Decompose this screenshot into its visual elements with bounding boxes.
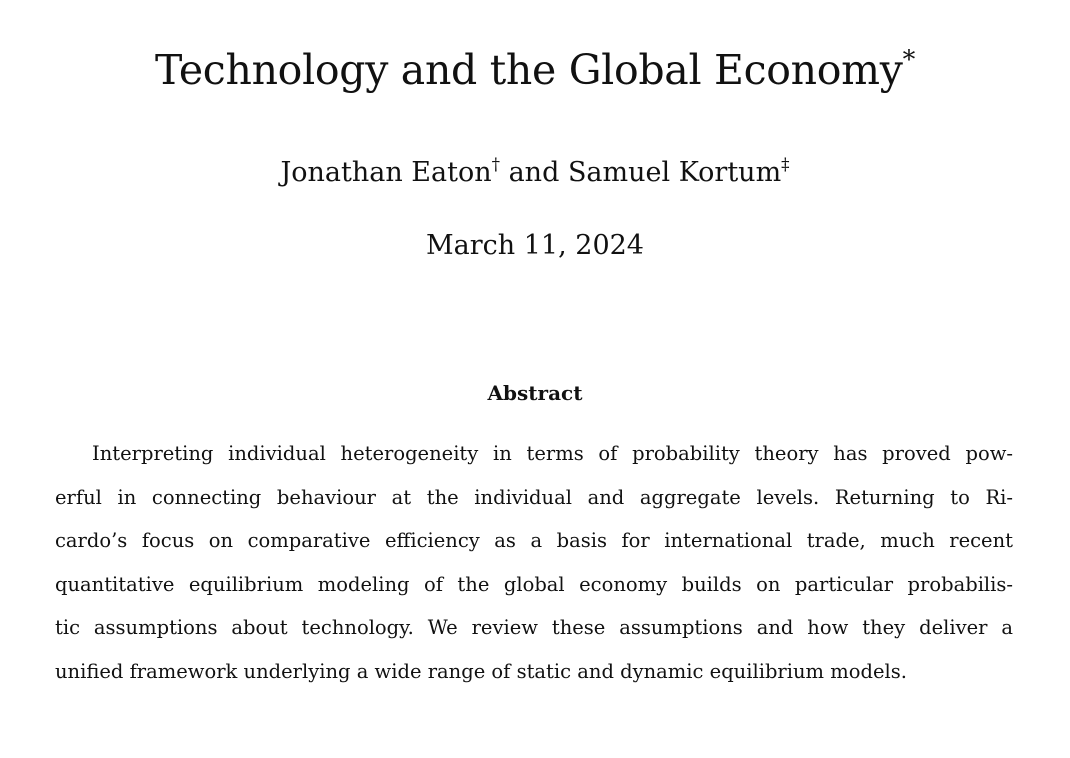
title-footnote-mark: * <box>902 44 916 75</box>
abstract-body <box>55 432 1013 694</box>
author-footnote-mark: ‡ <box>781 154 790 175</box>
abstract-heading: Abstract <box>487 381 583 405</box>
author-separator: and <box>500 157 568 188</box>
abstract-line: Interpreting individual heterogeneity in terms of probability theory has proved pow- <box>92 442 1013 465</box>
author-name: Samuel Kortum <box>567 157 782 188</box>
paper-title-text: Technology and the Global Economy <box>154 46 903 94</box>
abstract-line: cardo’s focus on comparative efficiency as a basis for international trade, much recent <box>55 529 1013 553</box>
abstract-line: erful in connecting behaviour at the individual and aggregate levels. Returning to Ri- <box>55 485 1013 509</box>
paper-date: March 11, 2024 <box>426 230 644 261</box>
author-footnote-mark: † <box>491 154 500 175</box>
abstract-line: quantitative equilibrium modeling of the global economy builds on particular probabilis- <box>55 572 1013 596</box>
abstract-line: unified framework underlying a wide range of static and dynamic equilibrium models. <box>55 659 907 683</box>
author-line <box>0 154 1070 192</box>
author-name: Jonathan Eaton <box>280 157 492 188</box>
abstract-line: tic assumptions about technology. We review these assumptions and how they deliver a <box>55 616 1013 640</box>
paper-title <box>0 42 1070 98</box>
